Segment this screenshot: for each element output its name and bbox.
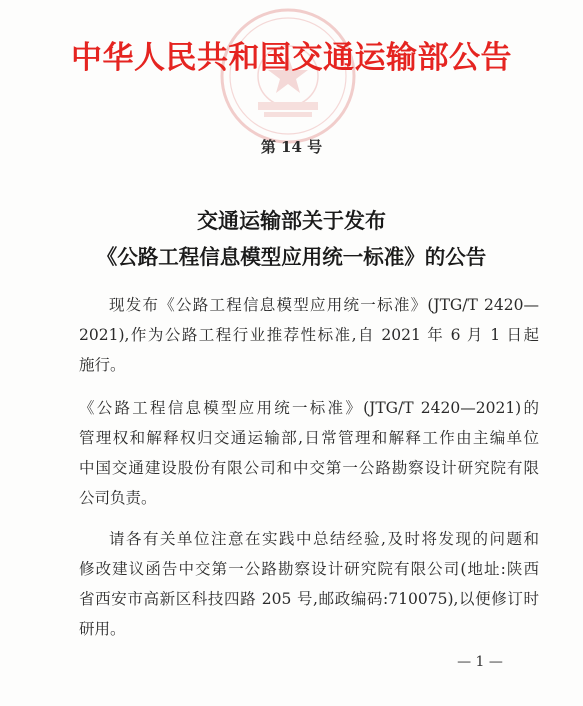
body-paragraph-3 [79, 524, 539, 644]
paragraph-line: 现发布《公路工程信息模型应用统一标准》(JTG/T 2420— [109, 296, 539, 314]
paragraph-line: 施行。 [79, 356, 126, 374]
announcement-title-line-2: 《公路工程信息模型应用统一标准》的公告 [96, 245, 487, 269]
paragraph-line: 中国交通建设股份有限公司和中交第一公路勘察设计研究院有限 [79, 459, 539, 477]
announcement-title-line-1: 交通运输部关于发布 [197, 209, 386, 233]
paragraph-line: 公司负责。 [79, 489, 157, 507]
paragraph-line: 省西安市高新区科技四路 205 号,邮政编码:710075),以便修订时 [79, 590, 539, 608]
body-paragraph-1 [79, 290, 539, 380]
document-number: 第 14 号 [260, 138, 323, 156]
paragraph-line: 修改建议函告中交第一公路勘察设计研究院有限公司(地址:陕西 [79, 560, 539, 578]
paragraph-line: 请各有关单位注意在实践中总结经验,及时将发现的问题和 [109, 530, 539, 548]
body-paragraph-2 [79, 393, 539, 513]
paragraph-line: 管理权和解释权归交通运输部,日常管理和解释工作由主编单位 [79, 429, 539, 447]
announcement-header-title: 中华人民共和国交通运输部公告 [71, 40, 512, 76]
paragraph-line: 2021),作为公路工程行业推荐性标准,自 2021 年 6 月 1 日起 [79, 326, 539, 344]
paragraph-line: 研用。 [79, 620, 126, 638]
page-number: — 1 — [457, 654, 503, 670]
paragraph-line: 《公路工程信息模型应用统一标准》(JTG/T 2420—2021)的 [79, 399, 539, 417]
